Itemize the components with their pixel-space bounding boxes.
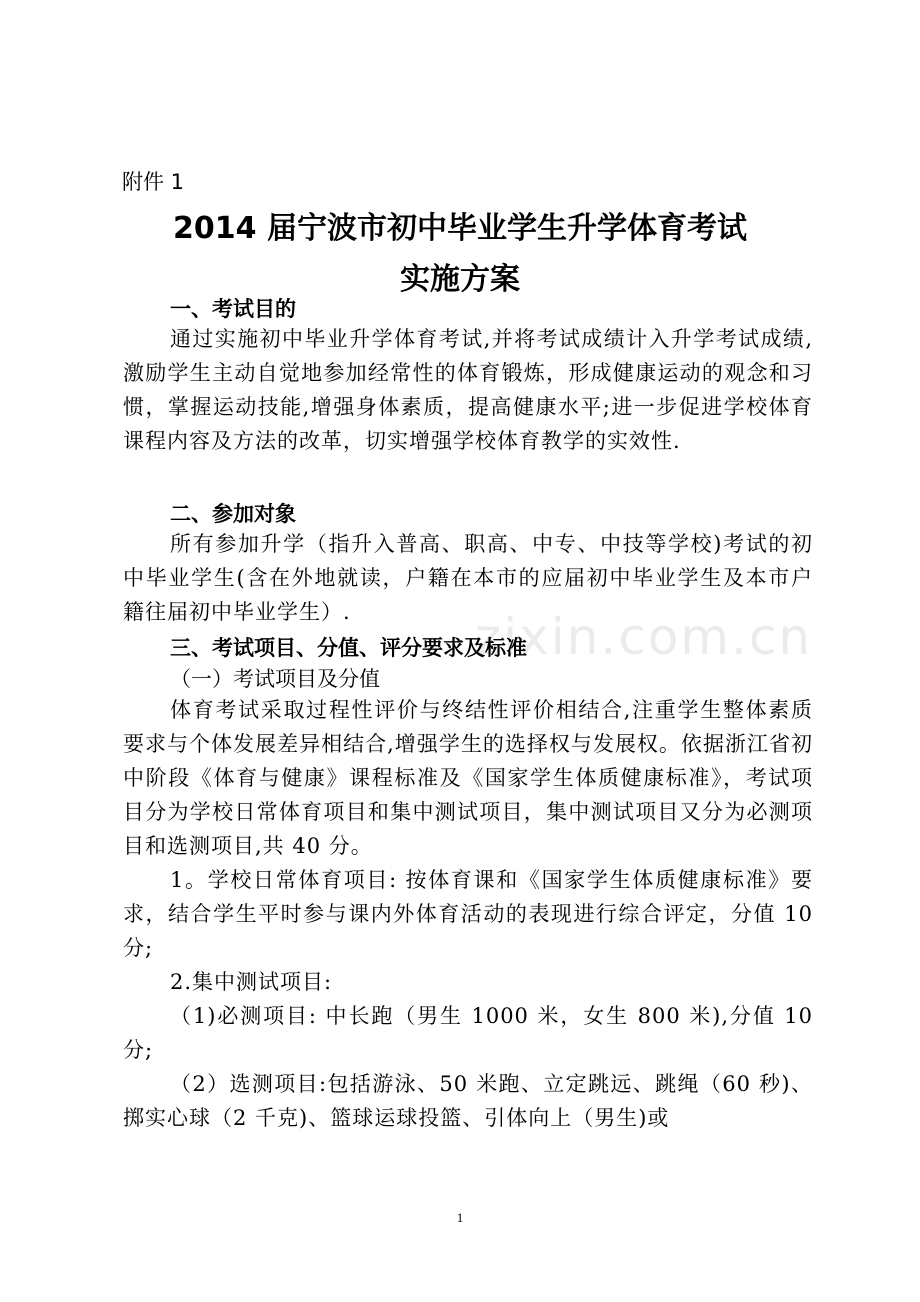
section1-body: 通过实施初中毕业升学体育考试,并将考试成绩计入升学考试成绩,激励学生主动自觉地参加经常性的体育锻炼，形成健康运动的观念和习惯，掌握运动技能,增强身体素质，提高健康水平;进一步促进学校体育课程内容及方法的改革，切实增强学校体育教学的实效性. xyxy=(123,327,813,453)
section1-heading: 一、考试目的 xyxy=(170,297,296,321)
section2-heading: 二、参加对象 xyxy=(170,502,296,526)
watermark: zixin.com.cn xyxy=(475,608,813,666)
title-line-2: 实施方案 xyxy=(400,262,520,297)
section3-subheading: （一）考试项目及分值 xyxy=(170,667,380,691)
section2-body: 所有参加升学（指升入普高、职高、中专、中技等学校)考试的初中毕业学生(含在外地就读，户籍在本市的应届初中毕业学生及本市户籍往届初中毕业学生）. xyxy=(123,532,813,624)
item-1: 1。学校日常体育项目: 按体育课和《国家学生体质健康标准》要求，结合学生平时参与课内外体育活动的表现进行综合评定，分值 10 分; xyxy=(123,868,813,960)
attachment-label: 附件 1 xyxy=(122,170,185,194)
page-number: 1 xyxy=(456,1210,464,1225)
section3-heading: 三、考试项目、分值、评分要求及标准 xyxy=(170,636,527,660)
section3-body: 体育考试采取过程性评价与终结性评价相结合,注重学生整体素质要求与个体发展差异相结合,增强学生的选择权与发展权。依据浙江省初中阶段《体育与健康》课程标准及《国家学生体质健康标准》，考试项目分为学校日常体育项目和集中测试项目，集中测试项目又分为必测项目和选测项目,共 40 分。 xyxy=(123,698,813,858)
item-2-1: （1)必测项目: 中长跑（男生 1000 米，女生 800 米),分值 10 分; xyxy=(123,1004,813,1062)
title-line-1: 2014 届宁波市初中毕业学生升学体育考试 xyxy=(173,211,747,246)
item-2-2: （2）选测项目:包括游泳、50 米跑、立定跳远、跳绳（60 秒)、掷实心球（2 千克)、篮球运球投篮、引体向上（男生)或 xyxy=(123,1072,813,1130)
item-2: 2.集中测试项目: xyxy=(170,970,333,994)
